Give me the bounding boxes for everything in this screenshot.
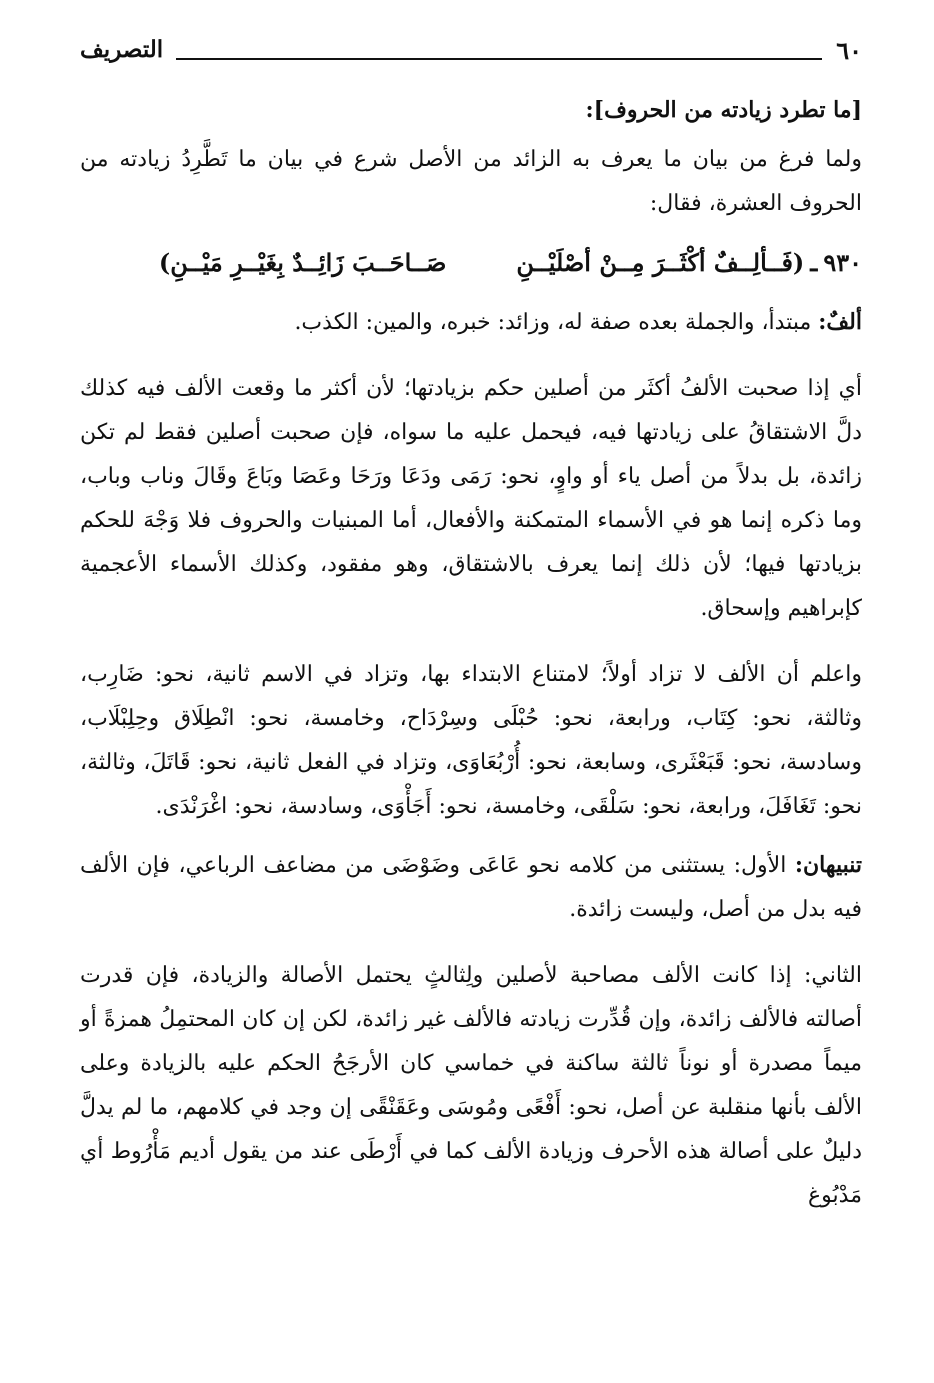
verse-number: ٩٣٠	[823, 248, 862, 277]
spacer	[80, 645, 862, 653]
verse-first-hemistich: (فَــألِــفٌ أكْثَــرَ مِــنْ أصْلَيْــنِ	[516, 248, 805, 277]
intro-paragraph: ولما فرغ من بيان ما يعرف به الزائد من الأصل شرع في بيان ما تَطَّرِدُ زيادته من الحروف العشرة، فقال:	[80, 147, 862, 216]
paragraph-4: الثاني: إذا كانت الألف مصاحبة لأصلين ولِثالثٍ يحتمل الأصالة والزيادة، فإن قدرت أصالته فالألف زائدة، وإن قُدِّرت زيادته فالألف غير زائدة، لكن إن كان المحتمِلُ همزةً أو ميماً مصدرة أو نوناً ثالثة ساكنة في خماسي كان الأرجَحُ الحكم عليه بالزيادة وعلى الألف بأنها منقلبة عن أصل، نحو: أَفْعًى ومُوسَى وعَقَنْقًى إن وجد في كلامهم، ما لم يدلَّ دليلٌ على أصالة هذه الأحرف وزيادة الألف كما في أَرْطَى عند من يقول أديم مَأْرُوط أي مَدْبُوغ	[80, 963, 862, 1208]
paragraph-3-text: الأول: يستثنى من كلامه نحو عَاعَى وضَوْضَى من مضاعف الرباعي، فإن الألف فيه بدل من أصل، وليست زائدة.	[80, 853, 862, 922]
verse-line	[80, 240, 862, 286]
verse-second-hemistich: صَــاحَــبَ زَائِــدٌ بِغَيْــرِ مَيْــنِ)	[158, 248, 447, 277]
section-heading: [ما تطرد زيادته من الحروف]:	[585, 97, 862, 123]
gloss-paragraph	[80, 300, 862, 345]
paragraph-2: واعلم أن الألف لا تزاد أولاً؛ لامتناع الابتداء بها، وتزاد في الاسم ثانية، نحو: ضَارِب، وثالثة، نحو: كِتَاب، ورابعة، نحو: حُبْلَى وسِرْدَاح، وخامسة، نحو: انْطِلَاق وحِلِبْلَاب، وسادسة، نحو: قَبَعْثَرى، وسابعة، نحو: أُرْبُعَاوَى، وتزاد في الفعل ثانية، نحو: قَاتَلَ، وثالثة، نحو: تَغَافَلَ، ورابعة، نحو: سَلْقَى، وخامسة، نحو: أَجَأْوَى، وسادسة، نحو: اغْرَنْدَى.	[80, 662, 862, 819]
spacer	[80, 359, 862, 367]
running-title: التصريف	[80, 36, 164, 63]
paragraph-1: أي إذا صحبت الألفُ أكثَر من أصلين حكم بزيادتها؛ لأن أكثر ما وقعت الألف فيه كذلك دلَّ الاشتقاقُ على زيادتها فيه، فيحمل عليه ما سواه، فإن صحبت أصلين فقط لم تكن زائدة، بل بدلاً من أصل ياء أو واوٍ، نحو: رَمَى ودَعَا ورَحَا وعَصَا وبَاعَ وقَالَ وناب وباب، وما ذكره إنما هو في الأسماء المتمكنة والأفعال، أما المبنيات والحروف فلا وَجْهَ للحكم بزيادتها فيها؛ لأن ذلك إنما يعرف بالاشتقاق، وهو مفقود، وكذلك الأسماء الأعجمية كإبراهيم وإسحاق.	[80, 376, 862, 621]
verse-separator: ـ	[810, 248, 818, 277]
page-header	[80, 36, 862, 76]
paragraph-3	[80, 843, 862, 932]
page-body	[80, 88, 862, 1232]
gloss-term: ألفٌ:	[818, 309, 862, 335]
gloss-text: مبتدأ، والجملة بعده صفة له، وزائد: خبره، والمين: الكذب.	[294, 310, 819, 335]
notes-term: تنبيهان:	[794, 852, 862, 878]
page-number: ٦٠	[836, 36, 862, 65]
spacer	[80, 946, 862, 954]
header-rule	[176, 58, 822, 60]
